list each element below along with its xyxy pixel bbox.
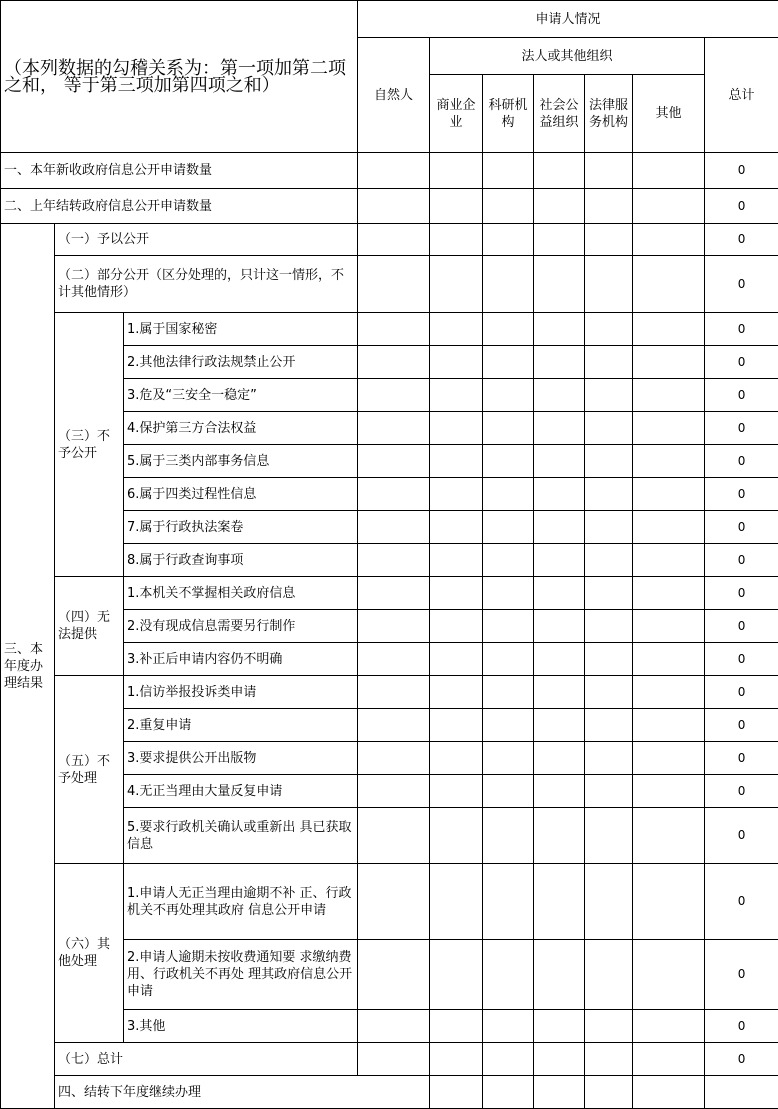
table-row <box>1 153 778 189</box>
item-label: 3.其他 <box>124 1010 358 1043</box>
total-cell: 0 <box>705 610 778 643</box>
row-label: （七）总计 <box>55 1043 358 1076</box>
applicant-situation-header: 申请人情况 <box>358 1 778 38</box>
total-cell: 0 <box>705 676 778 709</box>
col-legal-service: 法律服务机构 <box>585 75 633 153</box>
item-label: 2.重复申请 <box>124 709 358 742</box>
table-row <box>1 313 778 346</box>
total-cell: 0 <box>705 940 778 1010</box>
total-cell: 0 <box>705 1043 778 1076</box>
item-label: 2.申请人逾期未按收费通知要 求缴纳费用、行政机关不再处 理其政府信息公开申请 <box>124 940 358 1010</box>
total-cell: 0 <box>705 775 778 808</box>
item-label: 4.保护第三方合法权益 <box>124 412 358 445</box>
total-cell: 0 <box>705 511 778 544</box>
item-label: 1.本机关不掌握相关政府信息 <box>124 577 358 610</box>
total-cell: 0 <box>705 544 778 577</box>
row-label: 二、上年结转政府信息公开申请数量 <box>1 189 358 224</box>
total-cell: 0 <box>705 643 778 676</box>
section-three-label: 三、本年度办理结果 <box>1 224 55 1109</box>
item-label: 2.其他法律行政法规禁止公开 <box>124 346 358 379</box>
col-research: 科研机构 <box>483 75 534 153</box>
item-label: 8.属于行政查询事项 <box>124 544 358 577</box>
total-cell: 0 <box>705 313 778 346</box>
total-cell: 0 <box>705 412 778 445</box>
group-label: （五）不予处理 <box>55 676 124 864</box>
table-row <box>1 1076 778 1109</box>
item-label: 1.信访举报投诉类申请 <box>124 676 358 709</box>
relationship-note: （本列数据的勾稽关系为：第一项加第二项之和， 等于第三项加第四项之和） <box>1 1 358 153</box>
row-label: 一、本年新收政府信息公开申请数量 <box>1 153 358 189</box>
item-label: 3.危及“三安全一稳定” <box>124 379 358 412</box>
table-row <box>1 224 778 256</box>
table-row <box>1 577 778 610</box>
table-row <box>1 1043 778 1076</box>
item-label: 6.属于四类过程性信息 <box>124 478 358 511</box>
total-cell: 0 <box>705 577 778 610</box>
row-label: （二）部分公开（区分处理的，只计这一情形，不计其他情形） <box>55 256 358 313</box>
total-cell: 0 <box>705 709 778 742</box>
total-cell: 0 <box>705 808 778 864</box>
legal-group-header: 法人或其他组织 <box>430 38 705 75</box>
total-header: 总计 <box>705 38 778 153</box>
item-label: 3.补正后申请内容仍不明确 <box>124 643 358 676</box>
total-cell: 0 <box>705 346 778 379</box>
table-row <box>1 189 778 224</box>
col-business: 商业企业 <box>430 75 483 153</box>
total-cell: 0 <box>705 445 778 478</box>
total-cell: 0 <box>705 256 778 313</box>
total-cell: 0 <box>705 189 778 224</box>
item-label: 4.无正当理由大量反复申请 <box>124 775 358 808</box>
total-cell: 0 <box>705 478 778 511</box>
item-label: 1.属于国家秘密 <box>124 313 358 346</box>
table-row <box>1 256 778 313</box>
total-cell: 0 <box>705 153 778 189</box>
item-label: 5.要求行政机关确认或重新出 具已获取信息 <box>124 808 358 864</box>
col-public-welfare: 社会公益组织 <box>534 75 585 153</box>
row-label: 四、结转下年度继续办理 <box>55 1076 430 1109</box>
total-cell: 0 <box>705 379 778 412</box>
group-label: （六）其他处理 <box>55 864 124 1043</box>
table-row <box>1 676 778 709</box>
item-label: 1.申请人无正当理由逾期不补 正、行政机关不再处理其政府 信息公开申请 <box>124 864 358 940</box>
table-row <box>1 864 778 940</box>
total-cell: 0 <box>705 1010 778 1043</box>
item-label: 3.要求提供公开出版物 <box>124 742 358 775</box>
group-label: （四）无法提供 <box>55 577 124 676</box>
item-label: 5.属于三类内部事务信息 <box>124 445 358 478</box>
total-cell: 0 <box>705 742 778 775</box>
total-cell: 0 <box>705 224 778 256</box>
natural-person-header: 自然人 <box>358 38 430 153</box>
item-label: 2.没有现成信息需要另行制作 <box>124 610 358 643</box>
item-label: 7.属于行政执法案卷 <box>124 511 358 544</box>
group-label: （三）不予公开 <box>55 313 124 577</box>
row-label: （一）予以公开 <box>55 224 358 256</box>
col-other: 其他 <box>633 75 705 153</box>
total-cell: 0 <box>705 864 778 940</box>
